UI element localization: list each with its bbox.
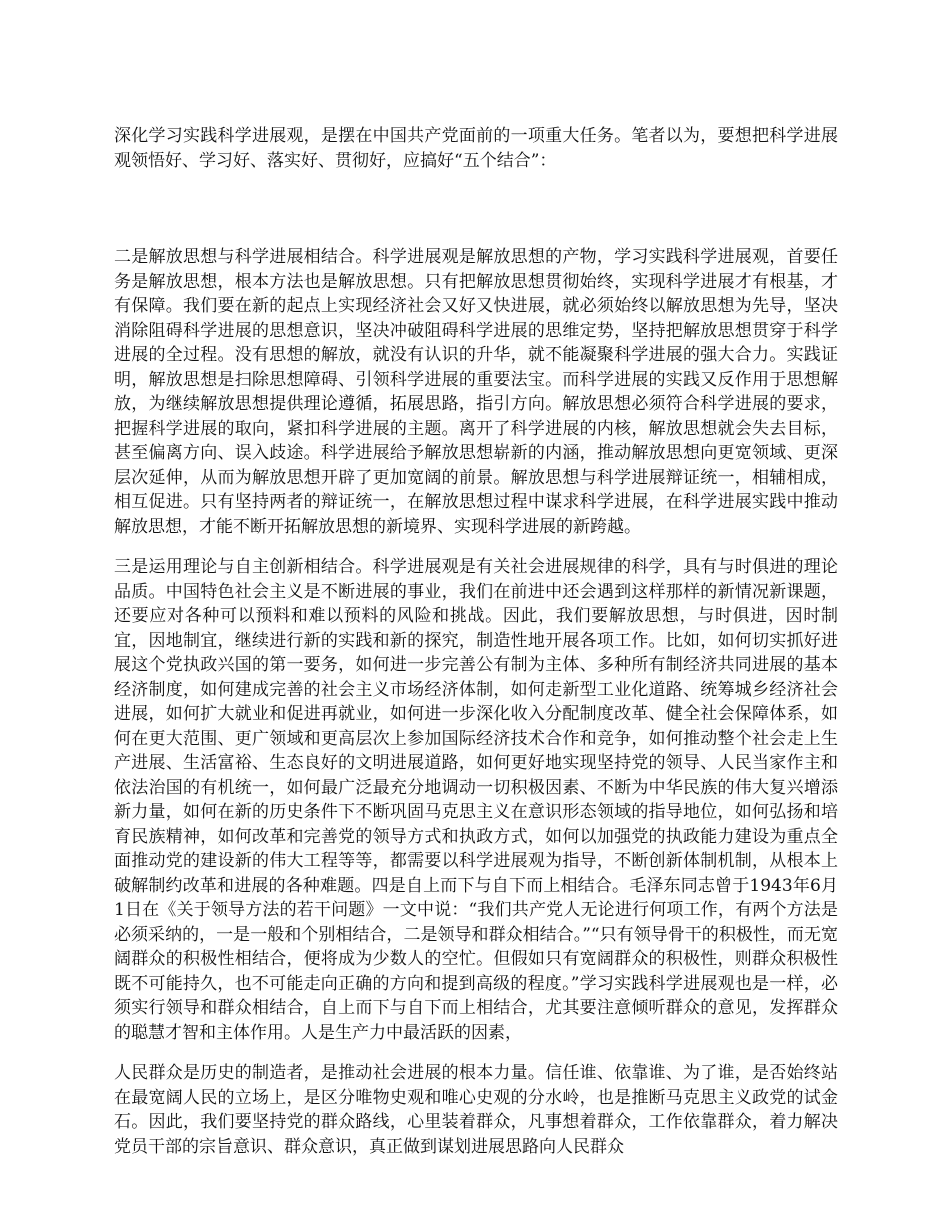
paragraph-point-three-four: 三是运用理论与自主创新相结合。科学进展观是有关社会进展规律的科学，具有与时俱进的理论品质。中国特色社会主义是不断进展的事业，我们在前进中还会遇到这样那样的新情况新课题，还要应对各种可以预料和难以预料的风险和挑战。因此，我们要解放思想，与时俱进，因时制宜，因地制宜，继续进行新的实践和新的探究，制造性地开展各项工作。比如，如何切实抓好进展这个党执政兴国的第一要务，如何进一步完善公有制为主体、多种所有制经济共同进展的基本经济制度，如何建成完善的社会主义市场经济体制，如何走新型工业化道路、统筹城乡经济社会进展，如何扩大就业和促进再就业，如何进一步深化收入分配制度改革、健全社会保障体系，如何在更大范围、更广领域和更高层次上参加国际经济技术合作和竞争，如何推动整个社会走上生产进展、生活富裕、生态良好的文明进展道路，如何更好地实现坚持党的领导、人民当家作主和依法治国的有机统一，如何最广泛最充分地调动一切积极因素、不断为中华民族的伟大复兴增添新力量，如何在新的历史条件下不断巩固马克思主义在意识形态领域的指导地位，如何弘扬和培育民族精神，如何改革和完善党的领导方式和执政方式，如何以加强党的执政能力建设为重点全面推动党的建设新的伟大工程等等，都需要以科学进展观为指导，不断创新体制机制，从根本上破解制约改革和进展的各种难题。四是自上而下与自下而上相结合。毛泽东同志曾于1943年6月1日在《关于领导方法的若干问题》一文中说：“我们共产党人无论进行何项工作，有两个方法是必须采纳的，一是一般和个别相结合，二是领导和群众相结合。”“只有领导骨干的积极性，而无宽阔群众的积极性相结合，便将成为少数人的空忙。但假如只有宽阔群众的积极性，则群众积极性既不可能持久，也不可能走向正确的方向和提到高级的程度。”学习实践科学进展观也是一样，必须实行领导和群众相结合，自上而下与自下而上相结合，尤其要注意倾听群众的意见，发挥群众的聪慧才智和主体作用。人是生产力中最活跃的因素， [114, 557, 838, 1043]
paragraph-point-two: 二是解放思想与科学进展相结合。科学进展观是解放思想的产物，学习实践科学进展观，首要任务是解放思想，根本方法也是解放思想。只有把解放思想贯彻始终，实现科学进展才有根基，才有保障。我们要在新的起点上实现经济社会又好又快进展，就必须始终以解放思想为先导，坚决消除阻碍科学进展的思想意识，坚决冲破阻碍科学进展的思维定势，坚持把解放思想贯穿于科学进展的全过程。没有思想的解放，就没有认识的升华，就不能凝聚科学进展的强大合力。实践证明，解放思想是扫除思想障碍、引领科学进展的重要法宝。而科学进展的实践又反作用于思想解放，为继续解放思想提供理论遵循，拓展思路，指引方向。解放思想必须符合科学进展的要求，把握科学进展的取向，紧扣科学进展的主题。离开了科学进展的内核，解放思想就会失去目标，甚至偏离方向、误入歧途。科学进展给予解放思想崭新的内涵，推动解放思想向更宽领域、更深层次延伸，从而为解放思想开辟了更加宽阔的前景。解放思想与科学进展辩证统一，相辅相成，相互促进。只有坚持两者的辩证统一，在解放思想过程中谋求科学进展，在科学进展实践中推动解放思想，才能不断开拓解放思想的新境界、实现科学进展的新跨越。 [114, 247, 838, 537]
paragraph-masses: 人民群众是历史的制造者，是推动社会进展的根本力量。信任谁、依靠谁、为了谁，是否始终站在最宽阔人民的立场上，是区分唯物史观和唯心史观的分水岭，也是推断马克思主义政党的试金石。因此，我们要坚持党的群众路线，心里装着群众，凡事想着群众，工作依靠群众，着力解决党员干部的宗旨意识、群众意识，真正做到谋划进展思路向人民群众 [114, 1063, 838, 1157]
paragraph-intro: 深化学习实践科学进展观，是摆在中国共产党面前的一项重大任务。笔者以为，要想把科学进展观领悟好、学习好、落实好、贯彻好，应搞好“五个结合”： [114, 126, 838, 171]
document-page [114, 124, 838, 1159]
